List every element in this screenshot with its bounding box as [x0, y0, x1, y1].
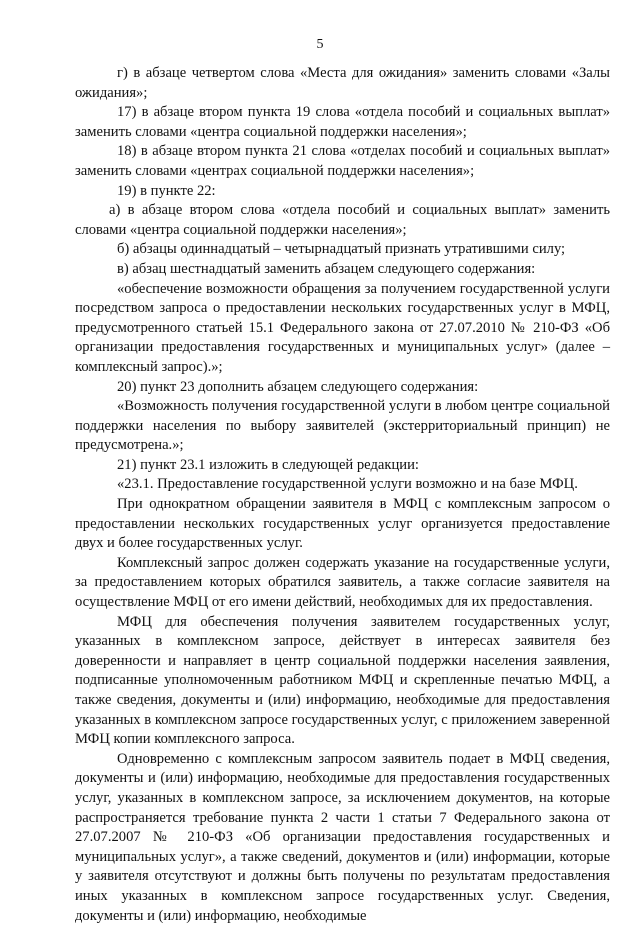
paragraph: «обеспечение возможности обращения за получением государственной услуги посредством запроса о предоставлении нескольких государственных услуг в МФЦ, предусмотренного статьей 15.1 Федерального закона от 27.07.2010 № 210-ФЗ «Об организации предоставления государственных и муниципальных услуг» (далее – комплексный запрос).»;	[75, 280, 610, 375]
document-body	[75, 64, 610, 926]
paragraph: Одновременно с комплексным запросом заявитель подает в МФЦ сведения, документы и (или) информацию, необходимые для предоставления государственных услуг, указанных в комплексном запросе, за исключением документов, на которые распространяется требование пункта 2 части 1 статьи 7 Федерального закона от 27.07.2007 № 210-ФЗ «Об организации предоставления государственных и муниципальных услуг», а также сведений, документов и (или) информации, которые у заявителя отсутствуют и должны быть получены по результатам предоставления иных указанных в комплексном запросе государственных услуг. Сведения, документы и (или) информацию, необходимые	[75, 750, 610, 924]
page-number: 5	[316, 37, 324, 52]
paragraph: 17) в абзаце втором пункта 19 слова «отдела пособий и социальных выплат» заменить словами «центра социальной поддержки населения»;	[75, 104, 610, 140]
paragraph: б) абзацы одиннадцатый – четырнадцатый признать утратившими силу;	[117, 241, 566, 258]
paragraph: г) в абзаце четвертом слова «Места для ожидания» заменить словами «Залы ожидания»;	[75, 65, 610, 101]
paragraph: Комплексный запрос должен содержать указание на государственные услуги, за предоставлением которых обратился заявитель, а также согласие заявителя на осуществление МФЦ от его имени действий, необходимых для их предоставления.	[75, 554, 610, 611]
paragraph: 21) пункт 23.1 изложить в следующей редакции:	[117, 456, 419, 473]
paragraph: а) в абзаце втором слова «отдела пособий и социальных выплат» заменить словами «центра социальной поддержки населения»;	[75, 202, 610, 238]
paragraph: 20) пункт 23 дополнить абзацем следующего содержания:	[117, 378, 479, 395]
paragraph: «Возможность получения государственной услуги в любом центре социальной поддержки населения по выбору заявителей (экстерриториальный принцип) не предусмотрена.»;	[75, 398, 610, 454]
paragraph: 19) в пункте 22:	[117, 182, 216, 199]
paragraph: МФЦ для обеспечения получения заявителем государственных услуг, указанных в комплексном запросе, действует в интересах заявителя без доверенности и направляет в центр социальной поддержки населения заявления, подписанные уполномоченным работником МФЦ и скрепленные печатью МФЦ, а также сведения, документы и (или) информацию, необходимые для предоставления указанных в комплексном запросе государственных услуг, с приложением заверенной МФЦ копии комплексного запроса.	[75, 613, 610, 748]
paragraph: 18) в абзаце втором пункта 21 слова «отделах пособий и социальных выплат» заменить словами «центрах социальной поддержки населения»;	[75, 143, 610, 179]
paragraph: в) абзац шестнадцатый заменить абзацем следующего содержания:	[117, 260, 536, 277]
paragraph: При однократном обращении заявителя в МФЦ с комплексным запросом о предоставлении нескольких государственных услуг организуется предоставление двух и более государственных услуг.	[75, 496, 610, 552]
paragraph: «23.1. Предоставление государственной услуги возможно и на базе МФЦ.	[117, 476, 578, 493]
